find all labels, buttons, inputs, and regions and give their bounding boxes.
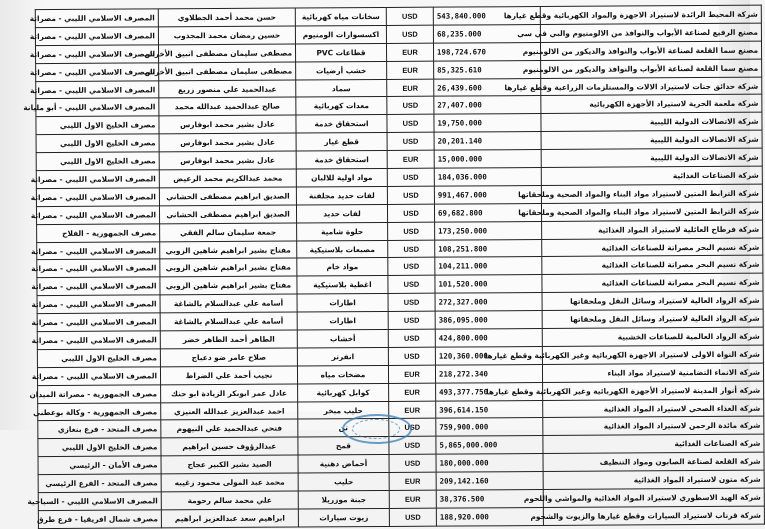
bank-cell: المصرف الاسلامي الليبي - مصراتة: [36, 170, 159, 189]
amount-cell: 15,000.000: [434, 150, 541, 169]
person-cell: محمد عبدالكريم محمد الرعيض: [159, 169, 296, 188]
person-cell: محمد عبد المولى محمود زغيبه: [161, 473, 298, 492]
company-cell: شركة حدائق جنات لاستيراد الالات والمستلزمات الزراعية وقطع غيارها: [541, 77, 762, 96]
document-sheet: [23, 5, 761, 524]
company-cell: شركة النواة الاولى لاستيراد الاجهزة الكهربائية وغير الكهربائية وقطع غيارها: [542, 345, 763, 364]
bank-cell: المصرف الاسلامي الليبي - مصراتة: [37, 331, 160, 350]
company-cell: شركة نسيم البحر مصراتة للصناعات الغذائية: [542, 238, 763, 257]
currency-cell: USD: [388, 311, 435, 329]
amount-cell: 386,095.000: [435, 311, 542, 330]
person-cell: عادل بشير محمد ابوفارس: [159, 133, 296, 152]
goods-cell: استحقاق خدمة: [296, 115, 387, 133]
bank-cell: المصرف الاسلامي الليبي - مصراتة: [36, 63, 159, 82]
person-cell: فتحي عبدالحميد علي النيهوم: [161, 419, 298, 438]
company-cell: شركة الهيد الاسطوري لاستيراد المواد الغذائية والمواشي واللحوم: [543, 488, 764, 507]
amount-cell: 424,800.000: [435, 329, 542, 348]
person-cell: احمد عبدالعزيز عبدالله العنيزي: [161, 402, 298, 421]
amount-cell: 38,376.500: [436, 490, 543, 509]
currency-cell: USD: [388, 240, 435, 258]
company-cell: شركة متون لاستيراد المواد الغذائية: [543, 470, 764, 489]
goods-cell: مصبعات بلاستيكية: [297, 240, 388, 258]
currency-cell: USD: [387, 168, 434, 186]
amount-cell: 759,900.000: [436, 418, 543, 437]
bank-cell: المصرف الاسلامي الليبي - مصراتة: [37, 277, 160, 296]
bank-cell: المصرف الاسلامي الليبي - مصراتة: [35, 27, 158, 46]
bank-cell: المصرف الاسلامي الليبي - مصراتة: [36, 206, 159, 225]
bank-cell: مصرف الخليج الاول الليبي: [36, 152, 159, 171]
goods-cell: لفات حديد مجلفنة: [296, 186, 387, 204]
amount-cell: 19,750.000: [434, 114, 541, 133]
currency-cell: USD: [389, 437, 436, 455]
amount-cell: 85,325.610: [434, 60, 541, 79]
amount-cell: 218,272.340: [435, 364, 542, 383]
credit-list-table: [23, 5, 765, 529]
person-cell: حسين رمضان محمد المجذوب: [158, 26, 295, 45]
company-cell: شركة نسيم البحر مصراتة للصناعات الغذائية: [542, 256, 763, 275]
currency-cell: USD: [388, 222, 435, 240]
bank-cell: مصرف الخليج الاول الليبي: [38, 438, 161, 457]
amount-cell: 198,724.670: [433, 42, 540, 61]
bank-cell: مصرف الأمان - الرئيسي: [38, 456, 161, 475]
company-cell: شركة الترابط المتين لاستيراد مواد البناء والمواد الصحية وملحقاتها: [541, 202, 762, 221]
bank-cell: المصرف الاسلامي الليبي - مصراتة: [37, 367, 160, 386]
bank-cell: المصرف الاسلامي الليبي - مصراتة: [37, 259, 160, 278]
bank-cell: مصرف شمال افريقيا - فرع طرق: [38, 510, 161, 529]
bank-cell: المصرف الاسلامي الليبي - مصراتة: [37, 295, 160, 314]
company-cell: شركة الاتصالات الدولية الليبية: [541, 130, 762, 149]
person-cell: الصديق ابراهيم مصطفى الحشاني: [159, 187, 296, 206]
currency-cell: USD: [387, 204, 434, 222]
currency-cell: USD: [389, 419, 436, 437]
company-cell: شركة ملعمة الحرية لاستيراد الأجهزة الكهربائية: [541, 95, 762, 114]
amount-cell: 173,250.000: [435, 221, 542, 240]
goods-cell: مواد اولية للالبان: [296, 168, 387, 186]
amount-cell: 272,327.000: [435, 293, 542, 312]
currency-cell: EUR: [389, 401, 436, 419]
credit-list-body: [23, 5, 764, 528]
company-cell: شركة أنوار المدينة لاستيراد الأجهزة الكهربائية وغير الكهربائية وقطع غيارها: [543, 381, 764, 400]
person-cell: أسامة علي عبدالسلام بالشاغة: [160, 312, 297, 331]
goods-cell: معدات كهربائية: [296, 97, 387, 115]
currency-cell: EUR: [389, 472, 436, 490]
currency-cell: EUR: [387, 150, 434, 168]
currency-cell: USD: [388, 276, 435, 294]
amount-cell: 20,201.140: [434, 132, 541, 151]
person-cell: مفتاح بشير ابراهيم شاهين الزوبي: [160, 241, 297, 260]
person-cell: صالح عبدالحميد عبدالله محمد: [159, 97, 296, 116]
person-cell: مفتاح بشير ابراهيم شاهين الزوبي: [160, 258, 297, 277]
bank-cell: المصرف الاسلامي الليبي - أبو مليانة: [36, 98, 159, 117]
currency-cell: EUR: [389, 490, 436, 508]
goods-cell: أحماض دهنية: [298, 455, 389, 473]
goods-cell: سماد: [296, 79, 387, 97]
bank-cell: مصرف الجمهورية - وكالة بوعطني: [38, 402, 161, 421]
currency-cell: USD: [388, 329, 435, 347]
goods-cell: لفات حديد: [296, 204, 387, 222]
goods-cell: سخانات مياه كهربائية: [295, 7, 386, 25]
person-cell: الصيد بشير الكبير عجاج: [161, 455, 298, 474]
amount-cell: 188,920.000: [436, 507, 543, 526]
person-cell: الطاهر أحمد الطاهر خضر: [160, 330, 297, 349]
person-cell: أسامة علي عبدالسلام بالشاغة: [160, 294, 297, 313]
currency-cell: USD: [388, 258, 435, 276]
goods-cell: أخشاب: [297, 329, 388, 347]
goods-cell: تن: [298, 419, 389, 437]
goods-cell: قمح: [298, 437, 389, 455]
currency-cell: USD: [387, 115, 434, 133]
currency-cell: USD: [386, 25, 433, 43]
person-cell: حسن محمد أحمد الجطلاوي: [158, 8, 295, 27]
currency-cell: USD: [387, 132, 434, 150]
amount-cell: 101,520.000: [435, 275, 542, 294]
bank-cell: مصرف الخليج الاول الليبي: [36, 116, 159, 135]
official-stamp-ring: [352, 419, 400, 439]
company-cell: شركة الغذاء الصحي لاستيراد المواد الغذائية: [543, 399, 764, 418]
currency-cell: USD: [387, 186, 434, 204]
goods-cell: قطع غيار: [296, 133, 387, 151]
company-cell: شركة الرواد العالية لاستيراد وسائل النقل وملحقاتها: [542, 309, 763, 328]
company-cell: شركة الصناعات الغذائية: [543, 435, 764, 454]
currency-cell: USD: [387, 97, 434, 115]
goods-cell: مضخات مياه: [297, 365, 388, 383]
company-cell: شركة فرطاح العائلية لاستيراد المواد الغذائية: [542, 220, 763, 239]
currency-cell: EUR: [387, 79, 434, 97]
currency-cell: USD: [389, 454, 436, 472]
bank-cell: مصرف الخليج الاول الليبي: [36, 134, 159, 153]
person-cell: مفتاح بشير ابراهيم شاهين الزوبي: [160, 276, 297, 295]
amount-cell: 184,036.000: [434, 168, 541, 187]
company-cell: مصنع سما القلعة لصناعة الأبواب والنوافذ والديكور من الالومنيوم: [541, 59, 762, 78]
amount-cell: 543,840.000: [433, 7, 540, 26]
company-cell: شركة نسيم البحر مصراتة للصناعات الغذائية: [542, 274, 763, 293]
currency-cell: EUR: [388, 365, 435, 383]
person-cell: نجيب أحمد علي الضراط: [160, 366, 297, 385]
company-cell: شركة الترابط المتين لاستيراد مواد البناء والمواد الصحية وملحقاتها: [541, 184, 762, 203]
bank-cell: المصرف الاسلامي الليبي - مصراتة: [35, 45, 158, 64]
amount-cell: 68,235.000: [433, 24, 540, 43]
company-cell: شركة مائدة الرحمن لاستيراد المواد الغذائية: [543, 417, 764, 436]
company-cell: شركة القلعة لصناعة الصابون ومواد التنظيف: [543, 452, 764, 471]
company-cell: شركة الرواد العالمية للصناعات الخشبية: [542, 327, 763, 346]
amount-cell: 69,682.800: [434, 203, 541, 222]
goods-cell: كوابل كهربائية: [298, 383, 389, 401]
bank-cell: المصرف الاسلامي الليبي - مصراتة: [37, 241, 160, 260]
currency-cell: EUR: [387, 61, 434, 79]
amount-cell: 27,407.000: [434, 96, 541, 115]
bank-cell: المصرف الاسلامي الليبي - مصراتة: [36, 80, 159, 99]
company-cell: شركة الانماء التضامنية لاستيراد مواد البناء: [542, 363, 763, 382]
goods-cell: اغطية بلاستيكية: [297, 276, 388, 294]
person-cell: مصطفى سليمان مصطفى انبيق الأخرش: [158, 44, 295, 63]
company-cell: شركة المحيط الرائدة لاستيراد الاجهزة والمواد الكهربائية وقطع غيارها: [540, 5, 761, 24]
bank-cell: مصرف الخليج الاول الليبي: [37, 349, 160, 368]
amount-cell: 108,251.800: [435, 239, 542, 258]
goods-cell: زيوت سيارات: [298, 508, 389, 526]
bank-cell: مصرف المتحد - فرع بنغازي: [38, 420, 161, 439]
bank-cell: المصرف الاسلامي الليبي - مصراتة: [36, 188, 159, 207]
currency-cell: USD: [388, 347, 435, 365]
person-cell: عادل بشير محمد ابوفارس: [159, 151, 296, 170]
person-cell: مصطفى سليمان مصطفى انبيق الأخرش: [159, 62, 296, 81]
goods-cell: استحقاق خدمة: [296, 151, 387, 169]
amount-cell: 493,377.750: [436, 382, 543, 401]
amount-cell: 5,865,000.000: [436, 436, 543, 455]
person-cell: عبدالرؤوف حسين ابراهيم: [161, 437, 298, 456]
goods-cell: حلوة شامية: [297, 222, 388, 240]
person-cell: عادل عمر ابوبكر الزيادة ابو حنك: [161, 384, 298, 403]
goods-cell: اطارات: [297, 312, 388, 330]
goods-cell: خشب أرضيات: [296, 61, 387, 79]
amount-cell: 120,360.000: [435, 346, 542, 365]
company-cell: شركة الاتصالات الدولية الليبية: [541, 112, 762, 131]
company-cell: مصنع الرفيع لصناعة الأبواب والنوافذ من الالومنيوم والبي في سي: [540, 23, 761, 42]
bank-cell: مصرف الجمهورية - الفلاح: [37, 224, 160, 243]
person-cell: جمعة سليمان سالم الفقي: [160, 223, 297, 242]
person-cell: صلاح عامر ضو دعباج: [160, 348, 297, 367]
goods-cell: مواد خام: [297, 258, 388, 276]
company-cell: مصنع سما القلعة لصناعة الأبواب والنوافذ والديكور من الالومنيوم: [540, 41, 761, 60]
person-cell: الصديق ابراهيم مصطفى الحشاني: [159, 205, 296, 224]
goods-cell: اطارات: [297, 294, 388, 312]
amount-cell: 991,467.000: [434, 185, 541, 204]
bank-cell: مصرف الجمهورية - مصراتة الميدان: [38, 385, 161, 404]
goods-cell: جبنة موزريلا: [298, 490, 389, 508]
table-row: [38, 506, 764, 528]
person-cell: عادل بشير محمد ابوفارس: [159, 115, 296, 134]
currency-cell: EUR: [389, 383, 436, 401]
amount-cell: 180,000.000: [436, 454, 543, 473]
amount-cell: 396,614.150: [436, 400, 543, 419]
bank-cell: المصرف الاسلامي الليبي - مصراتة: [35, 9, 158, 28]
person-cell: علي محمد سالم رحومة: [161, 491, 298, 510]
amount-cell: 26,439.600: [434, 78, 541, 97]
goods-cell: حليب مبخر: [298, 401, 389, 419]
goods-cell: قطاعات PVC: [295, 43, 386, 61]
goods-cell: انفرتر: [297, 347, 388, 365]
goods-cell: حليب: [298, 473, 389, 491]
goods-cell: اكسسوارات الومنيوم: [295, 25, 386, 43]
amount-cell: 209,142.160: [436, 472, 543, 491]
person-cell: عبدالحميد علي منصور زريع: [159, 80, 296, 99]
currency-cell: USD: [386, 7, 433, 25]
currency-cell: EUR: [386, 43, 433, 61]
currency-cell: USD: [388, 293, 435, 311]
bank-cell: المصرف الاسلامي الليبي - السياحية: [38, 492, 161, 511]
bank-cell: مصرف المتحد - الفرع الرئيسي: [38, 474, 161, 493]
person-cell: ابراهيم سعد عبدالعزيز ابراهيم: [161, 509, 298, 528]
bank-cell: المصرف الاسلامي الليبي - مصراتة: [37, 313, 160, 332]
currency-cell: USD: [389, 508, 436, 526]
company-cell: شركة الصناعات الغذائية: [541, 166, 762, 185]
company-cell: شركة الاتصالات الدولية الليبية: [541, 148, 762, 167]
company-cell: شركة قرناب لاستيراد السيارات وقطع غيارها والزيوت والشحوم: [543, 506, 764, 525]
company-cell: شركة الرواد العالية لاستيراد وسائل النقل وملحقاتها: [542, 291, 763, 310]
amount-cell: 104,211.000: [435, 257, 542, 276]
